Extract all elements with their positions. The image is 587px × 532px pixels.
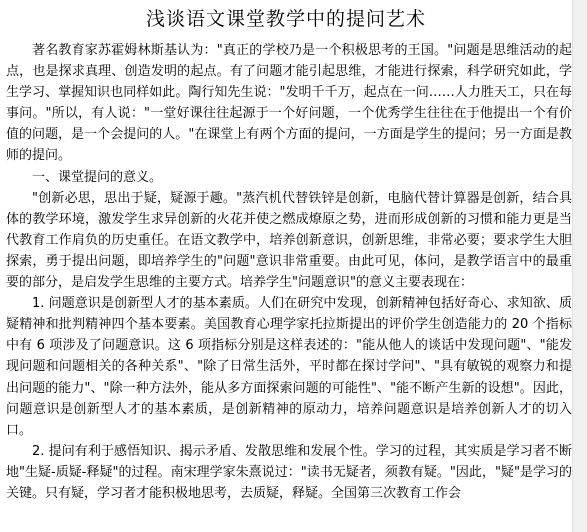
section-heading: 一、课堂提问的意义。 — [32, 169, 163, 185]
document-title: 浅谈语文课堂教学中的提问艺术 — [145, 8, 426, 30]
paragraph-point-2: 2. 提问有利于感悟知识、揭示矛盾、发散思维和发展个性。学习的过程，其实质是学习者不断地"生疑-质疑-释疑"的过程。南宋理学家朱熹说过："读书无疑者，须教有疑。"因此，"疑"是学习的关键。只有疑，学习者才能积极地思考，去质疑，释疑。全国第三次教育工作会 — [6, 443, 572, 501]
paragraph-intro: 著名教育家苏霍姆林斯基认为："真正的学校乃是一个积极思考的王国。"问题是思维活动的起点，也是探求真理、创造发明的起点。有了问题才能引起思维，才能进行探索，科学研究如此，学生学习、掌握知识也同样如此。陶行知先生说："发明千千万，起点在一问……人力胜天工，只在每事问。"所以，有人说："一堂好课往往起源于一个好问题，一个优秀学生往往在于他提出一个有价值的问题，是一个会提问的人。"在课堂上有两个方面的提问，一方面是学生的提问；另一方面是教师的提问。 — [6, 43, 572, 164]
vertical-scrollbar[interactable] — [572, 0, 587, 532]
paragraph-significance: "创新必思，思出于疑，疑源于趣。"蒸汽机代替铁锌是创新，电脑代替计算器是创新，结合具体的教学环境，激发学生求异创新的火花并使之燃成燎原之势，进而形成创新的习惯和能力更是当代教育工作肩负的历史重任。在语文教学中，培养创新意识，创新思维，非常必要；要求学生大胆探索，勇于提出问题，即培养学生的"问题"意识非常重要。由此可见，体问，是教学语言中的最重要的部分，是启发学生思维的主要方式。培养学生"问题意识"的意义主要表现在： — [6, 190, 572, 291]
paragraph-point-1: 1. 问题意识是创新型人才的基本素质。人们在研究中发现，创新精神包括好奇心、求知欲、质疑精神和批判精神四个基本要素。美国教育心理学家托拉斯提出的评价学生创造能力的 20 个指标中有 6 项涉及了问题意识。这 6 项指标分别是这样表述的："能从他人的谈话中发现问题"、"能发现问题和问题相关的各种关系"、"除了日常生活外，平时都在探讨学问"、"具有敏锐的观察力和提出问题的能力"、"除一种方法外，能从多方面探索问题的可能性"、"能不断产生新的设想"。因此，问题意识是创新型人才的基本素质，是创新精神的原动力，培养问题意识是培养创新人才的切入口。 — [6, 296, 572, 438]
document-body — [6, 40, 572, 504]
